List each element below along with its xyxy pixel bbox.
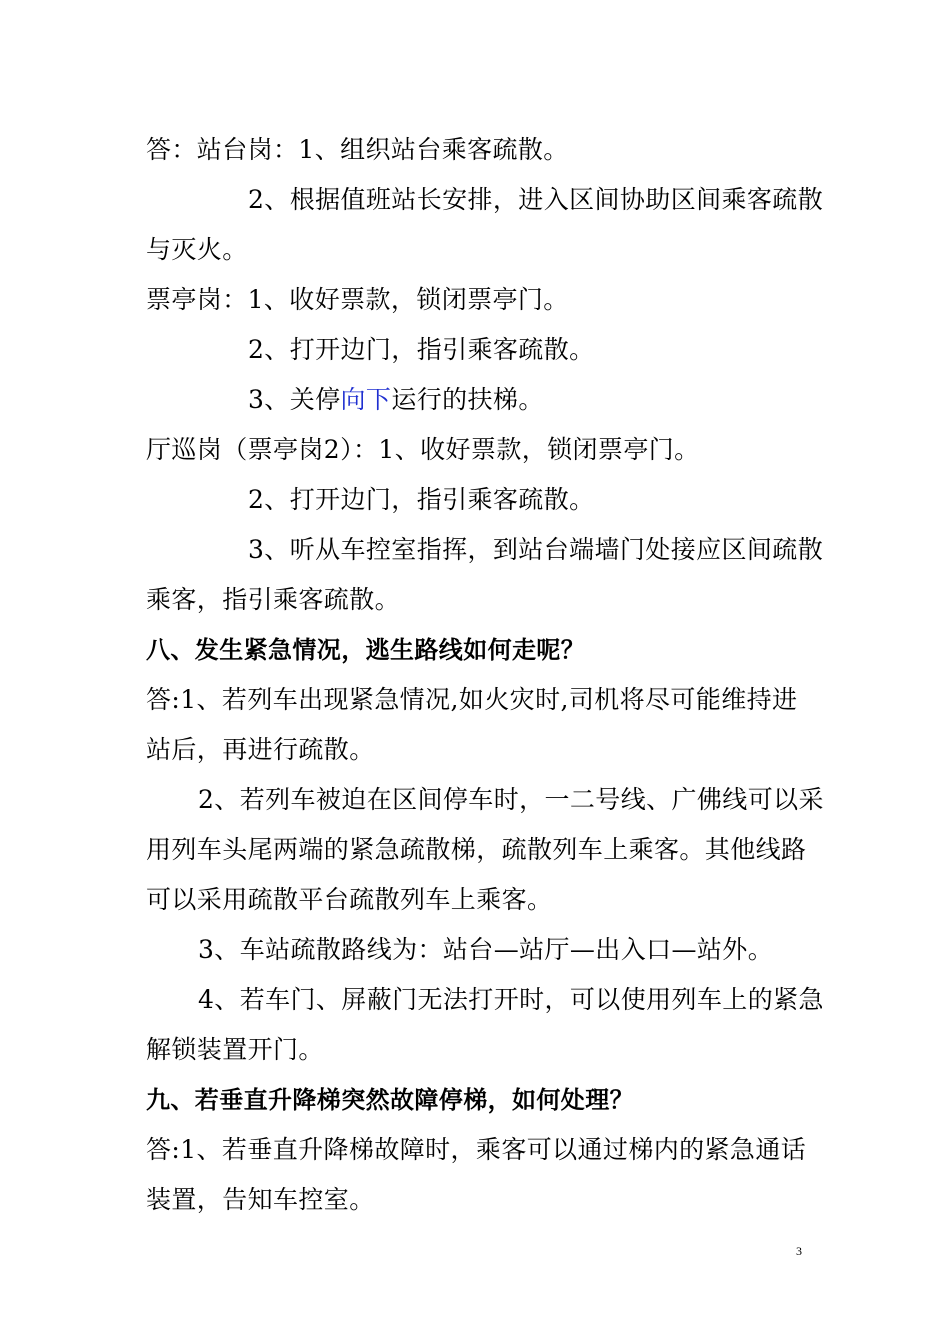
ticket-booth-line-2: 2、打开边门，指引乘客疏散。 (248, 335, 595, 364)
ticket-booth-line-3 (248, 384, 544, 416)
ticket-booth-line-3-post: 运行的扶梯。 (391, 385, 544, 414)
section-8-line-7: 4、若车门、屏蔽门无法打开时，可以使用列车上的紧急 (198, 985, 824, 1014)
hall-patrol-line-4: 乘客，指引乘客疏散。 (146, 585, 401, 614)
answer-platform-line-1: 答：站台岗：1、组织站台乘客疏散。 (146, 135, 569, 164)
page-number: 3 (796, 1244, 802, 1258)
section-9-line-1: 答:1、若垂直升降梯故障时，乘客可以通过梯内的紧急通话 (146, 1135, 807, 1164)
hall-patrol-line-1: 厅巡岗（票亭岗2）：1、收好票款，锁闭票亭门。 (146, 435, 700, 464)
section-heading-9: 九、若垂直升降梯突然故障停梯，如何处理？ (146, 1086, 634, 1114)
section-8-line-8: 解锁装置开门。 (146, 1035, 324, 1064)
highlighted-text: 向下 (340, 385, 392, 414)
section-8-line-2: 站后，再进行疏散。 (146, 735, 375, 764)
answer-platform-line-2: 2、根据值班站长安排，进入区间协助区间乘客疏散 (248, 185, 824, 214)
section-8-line-6: 3、车站疏散路线为：站台—站厅—出入口—站外。 (198, 935, 774, 964)
section-9-line-2: 装置，告知车控室。 (146, 1185, 375, 1214)
answer-platform-line-3: 与灭火。 (146, 235, 248, 264)
hall-patrol-line-3: 3、听从车控室指挥，到站台端墙门处接应区间疏散 (248, 535, 824, 564)
ticket-booth-line-3-pre: 3、关停 (248, 385, 341, 414)
hall-patrol-line-2: 2、打开边门，指引乘客疏散。 (248, 485, 595, 514)
section-8-line-1: 答:1、若列车出现紧急情况,如火灾时,司机将尽可能维持进 (146, 685, 798, 714)
section-8-line-4: 用列车头尾两端的紧急疏散梯，疏散列车上乘客。其他线路 (146, 835, 807, 864)
section-8-line-3: 2、若列车被迫在区间停车时，一二号线、广佛线可以采 (198, 785, 824, 814)
section-heading-8: 八、发生紧急情况，逃生路线如何走呢？ (146, 636, 586, 664)
ticket-booth-line-1: 票亭岗：1、收好票款，锁闭票亭门。 (146, 285, 569, 314)
section-8-line-5: 可以采用疏散平台疏散列车上乘客。 (146, 885, 553, 914)
